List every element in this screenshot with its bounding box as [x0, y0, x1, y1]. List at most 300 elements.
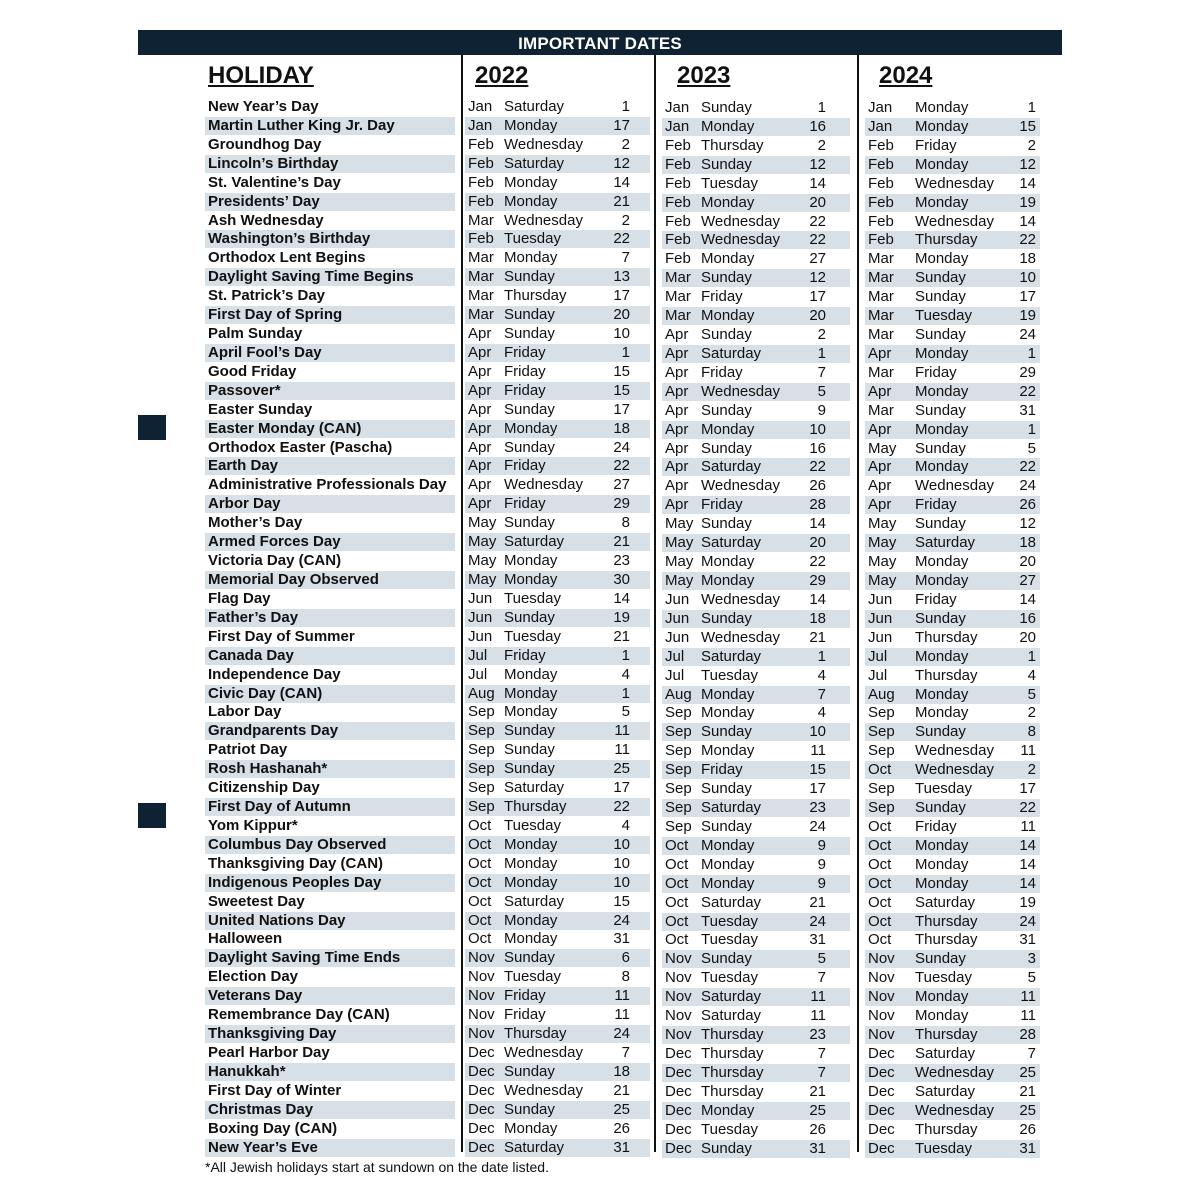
date-row: [465, 193, 650, 211]
month-cell: Mar: [665, 288, 691, 306]
month-cell: Sep: [868, 723, 895, 741]
date-row: [465, 344, 650, 362]
weekday-cell: Friday: [504, 1006, 546, 1024]
date-row: [465, 874, 650, 892]
holiday-name: Groundhog Day: [208, 135, 322, 153]
date-row: [662, 1026, 850, 1044]
weekday-cell: Sunday: [701, 269, 752, 287]
day-number-cell: 18: [613, 1062, 630, 1080]
date-row: [662, 213, 850, 231]
month-cell: Nov: [468, 1006, 495, 1024]
day-number-cell: 5: [1027, 685, 1036, 703]
date-row: [465, 136, 650, 154]
day-number-cell: 15: [613, 381, 630, 399]
month-cell: Mar: [868, 288, 894, 306]
weekday-cell: Saturday: [701, 799, 762, 817]
holiday-name: Patriot Day: [208, 741, 288, 759]
weekday-cell: Monday: [504, 571, 558, 588]
date-row: [662, 818, 850, 836]
day-number-cell: 5: [817, 950, 826, 968]
weekday-cell: Sunday: [504, 1062, 555, 1080]
date-row: [465, 1101, 650, 1119]
day-number-cell: 19: [1019, 193, 1036, 211]
day-number-cell: 5: [1027, 439, 1036, 457]
date-row: [865, 553, 1040, 571]
day-number-cell: 4: [817, 704, 826, 722]
day-number-cell: 15: [613, 892, 630, 910]
date-row: [662, 99, 850, 117]
month-cell: Jun: [868, 590, 893, 608]
date-row: [865, 288, 1040, 306]
weekday-cell: Monday: [915, 420, 969, 438]
day-number-cell: 15: [1019, 117, 1036, 135]
date-row: [662, 231, 850, 249]
day-number-cell: 11: [810, 988, 826, 1006]
day-number-cell: 7: [621, 249, 630, 267]
month-cell: Apr: [868, 458, 892, 476]
holiday-name: Indigenous Peoples Day: [205, 874, 455, 892]
weekday-cell: Monday: [701, 685, 755, 703]
day-number-cell: 24: [1019, 912, 1036, 930]
month-cell: Oct: [665, 931, 689, 949]
weekday-cell: Sunday: [915, 269, 966, 287]
month-cell: Oct: [468, 892, 492, 910]
day-number-cell: 27: [1019, 572, 1036, 589]
holiday-name: Washington’s Birthday: [205, 230, 455, 248]
month-cell: Mar: [468, 249, 494, 267]
date-row: [662, 383, 850, 401]
day-number-cell: 14: [809, 174, 826, 192]
weekday-cell: Wednesday: [915, 742, 994, 760]
holiday-name: Thanksgiving Day: [205, 1025, 455, 1043]
weekday-cell: Sunday: [701, 609, 752, 627]
weekday-cell: Wednesday: [915, 761, 994, 779]
weekday-cell: Tuesday: [504, 589, 561, 607]
day-number-cell: 21: [809, 1082, 826, 1100]
month-cell: Dec: [665, 1120, 692, 1138]
day-number-cell: 19: [1019, 307, 1036, 325]
date-row: [865, 950, 1040, 968]
day-number-cell: 21: [1019, 1082, 1036, 1100]
month-cell: Feb: [665, 136, 691, 154]
day-number-cell: 20: [809, 307, 826, 325]
date-row: [865, 477, 1040, 495]
month-cell: Apr: [468, 400, 492, 418]
day-number-cell: 22: [1019, 799, 1036, 817]
column-divider-2: [654, 55, 656, 1152]
date-row: [865, 440, 1040, 458]
holiday-name: Good Friday: [208, 362, 297, 380]
day-number-cell: 11: [614, 987, 630, 1005]
weekday-cell: Monday: [915, 250, 969, 268]
weekday-cell: Sunday: [701, 155, 752, 173]
month-cell: Dec: [468, 1119, 495, 1137]
holiday-name: First Day of Spring: [205, 306, 455, 324]
date-row: [865, 118, 1040, 136]
weekday-cell: Tuesday: [504, 230, 561, 248]
day-number-cell: 4: [1027, 666, 1036, 684]
weekday-cell: Tuesday: [504, 968, 561, 986]
day-number-cell: 11: [1020, 988, 1036, 1006]
date-row: [465, 609, 650, 627]
weekday-cell: Sunday: [701, 723, 752, 741]
weekday-cell: Saturday: [701, 344, 762, 362]
month-cell: Apr: [665, 439, 689, 457]
month-cell: Apr: [868, 420, 892, 438]
weekday-cell: Tuesday: [504, 816, 561, 834]
month-cell: Oct: [665, 836, 689, 854]
weekday-cell: Monday: [504, 1119, 558, 1137]
day-number-cell: 25: [1019, 1063, 1036, 1081]
month-cell: Dec: [665, 1045, 692, 1062]
month-cell: Dec: [868, 1101, 895, 1119]
day-number-cell: 16: [809, 439, 826, 457]
weekday-cell: Monday: [504, 249, 558, 267]
date-row: [465, 628, 650, 646]
weekday-cell: Monday: [915, 155, 969, 173]
date-row: [662, 118, 850, 136]
date-row: [465, 798, 650, 816]
month-cell: Apr: [665, 382, 689, 400]
weekday-cell: Wednesday: [504, 476, 583, 494]
day-number-cell: 7: [817, 1045, 826, 1062]
month-cell: Sep: [868, 780, 895, 798]
day-number-cell: 31: [1019, 401, 1036, 419]
weekday-cell: Sunday: [701, 1139, 752, 1157]
weekday-cell: Monday: [915, 572, 969, 589]
date-row: [465, 949, 650, 967]
month-cell: Nov: [868, 1007, 895, 1025]
month-cell: Nov: [868, 950, 895, 968]
weekday-cell: Monday: [504, 684, 558, 702]
month-cell: Apr: [868, 477, 892, 495]
date-row: [662, 761, 850, 779]
date-row: [865, 194, 1040, 212]
weekday-cell: Saturday: [701, 1007, 762, 1025]
month-cell: Nov: [665, 969, 692, 987]
date-row: [865, 402, 1040, 420]
month-cell: Jan: [665, 117, 690, 135]
weekday-cell: Sunday: [915, 609, 966, 627]
day-number-cell: 31: [1019, 1139, 1036, 1157]
month-cell: Nov: [468, 968, 495, 986]
date-row: [865, 231, 1040, 249]
date-row: [465, 703, 650, 721]
day-number-cell: 11: [614, 722, 630, 740]
weekday-cell: Wednesday: [504, 1081, 583, 1099]
weekday-cell: Saturday: [701, 893, 762, 911]
month-cell: Feb: [665, 174, 691, 192]
holiday-name: Yom Kippur*: [208, 816, 298, 834]
month-cell: Jun: [468, 608, 493, 626]
date-row: [865, 1026, 1040, 1044]
page-title-banner: IMPORTANT DATES: [138, 30, 1062, 55]
month-cell: Jun: [868, 609, 893, 627]
month-cell: Dec: [468, 1100, 495, 1118]
date-row: [465, 1044, 650, 1062]
day-number-cell: 1: [1027, 344, 1036, 362]
date-row: [865, 1083, 1040, 1101]
month-cell: Oct: [468, 835, 492, 853]
day-number-cell: 2: [621, 211, 630, 229]
date-row: [662, 345, 850, 363]
date-row: [865, 364, 1040, 382]
weekday-cell: Wednesday: [701, 212, 780, 230]
month-cell: Apr: [868, 344, 892, 362]
month-cell: Sep: [868, 742, 895, 760]
day-number-cell: 14: [613, 173, 630, 191]
weekday-cell: Monday: [915, 704, 969, 722]
footnote: *All Jewish holidays start at sundown on the date listed.: [205, 1159, 549, 1175]
month-cell: Nov: [868, 969, 895, 987]
weekday-cell: Sunday: [504, 514, 555, 532]
weekday-cell: Monday: [915, 647, 969, 665]
month-cell: Apr: [468, 457, 492, 475]
date-row: [865, 175, 1040, 193]
date-row: [465, 647, 650, 665]
day-number-cell: 28: [1019, 1026, 1036, 1044]
date-row: [865, 818, 1040, 836]
date-row: [662, 913, 850, 931]
date-row: [865, 326, 1040, 344]
month-cell: Oct: [868, 912, 892, 930]
weekday-cell: Monday: [701, 117, 755, 135]
day-number-cell: 12: [809, 155, 826, 173]
holiday-name: Memorial Day Observed: [205, 571, 455, 589]
date-row: [662, 780, 850, 798]
day-number-cell: 10: [1019, 269, 1036, 287]
date-row: [662, 515, 850, 533]
month-cell: Feb: [665, 193, 691, 211]
day-number-cell: 29: [809, 572, 826, 589]
weekday-cell: Sunday: [504, 306, 555, 324]
weekday-cell: Thursday: [915, 912, 978, 930]
weekday-cell: Thursday: [701, 1045, 764, 1062]
month-cell: May: [665, 553, 694, 571]
month-cell: Apr: [665, 477, 689, 495]
month-cell: Sep: [468, 722, 495, 740]
day-number-cell: 5: [817, 382, 826, 400]
month-cell: Nov: [665, 1007, 692, 1025]
holiday-name: St. Valentine’s Day: [208, 173, 341, 191]
weekday-cell: Tuesday: [701, 969, 758, 987]
holiday-name: Rosh Hashanah*: [205, 760, 455, 778]
day-number-cell: 9: [817, 836, 826, 854]
weekday-cell: Tuesday: [915, 780, 972, 798]
date-row: [662, 1121, 850, 1139]
date-row: [662, 156, 850, 174]
weekday-cell: Sunday: [504, 608, 555, 626]
date-row: [662, 421, 850, 439]
weekday-cell: Monday: [701, 1101, 755, 1119]
date-row: [465, 382, 650, 400]
day-number-cell: 20: [613, 306, 630, 324]
weekday-cell: Friday: [504, 457, 546, 475]
day-number-cell: 19: [1019, 893, 1036, 911]
weekday-cell: Monday: [915, 344, 969, 362]
weekday-cell: Monday: [701, 742, 755, 760]
day-number-cell: 11: [614, 741, 630, 759]
weekday-cell: Wednesday: [915, 477, 994, 495]
date-row: [662, 856, 850, 874]
date-row: [465, 230, 650, 248]
day-number-cell: 24: [613, 1025, 630, 1043]
month-cell: Feb: [468, 135, 494, 153]
weekday-cell: Friday: [504, 381, 546, 399]
date-row: [865, 99, 1040, 117]
day-number-cell: 22: [1019, 458, 1036, 476]
date-row: [865, 742, 1040, 760]
date-row: [465, 722, 650, 740]
day-number-cell: 7: [817, 363, 826, 381]
month-cell: Apr: [468, 476, 492, 494]
weekday-cell: Friday: [504, 343, 546, 361]
weekday-cell: Sunday: [915, 799, 966, 817]
holiday-name: Daylight Saving Time Begins: [205, 268, 455, 286]
month-cell: Mar: [868, 250, 894, 268]
month-cell: Apr: [665, 326, 689, 344]
date-row: [865, 1121, 1040, 1139]
date-row: [662, 496, 850, 514]
month-cell: Sep: [868, 704, 895, 722]
month-cell: May: [468, 533, 497, 551]
day-number-cell: 11: [1020, 817, 1036, 835]
weekday-cell: Saturday: [504, 98, 565, 115]
month-cell: Apr: [468, 343, 492, 361]
date-row: [465, 306, 650, 324]
month-cell: Sep: [468, 703, 495, 721]
weekday-cell: Monday: [915, 836, 969, 854]
month-cell: Feb: [665, 155, 691, 173]
weekday-cell: Tuesday: [915, 307, 972, 325]
month-cell: Sep: [665, 723, 692, 741]
date-row: [865, 667, 1040, 685]
month-cell: Sep: [665, 799, 692, 817]
holiday-name: Flag Day: [208, 589, 271, 607]
weekday-cell: Sunday: [701, 515, 752, 533]
holiday-name: First Day of Winter: [208, 1081, 342, 1099]
month-cell: Mar: [868, 269, 894, 287]
day-number-cell: 14: [1019, 874, 1036, 892]
date-row: [662, 534, 850, 552]
date-row: [465, 457, 650, 475]
weekday-cell: Saturday: [701, 647, 762, 665]
day-number-cell: 12: [809, 269, 826, 287]
month-cell: Feb: [665, 231, 691, 249]
month-cell: Oct: [468, 816, 492, 834]
date-row: [865, 1007, 1040, 1025]
date-row: [865, 988, 1040, 1006]
holiday-name: Grandparents Day: [205, 722, 455, 740]
month-cell: Sep: [665, 704, 692, 722]
date-row: [865, 1045, 1040, 1063]
day-number-cell: 24: [1019, 477, 1036, 495]
weekday-cell: Monday: [701, 553, 755, 571]
month-cell: Jan: [468, 98, 493, 115]
holiday-name: Arbor Day: [205, 495, 455, 513]
date-row: [865, 1064, 1040, 1082]
date-row: [865, 837, 1040, 855]
weekday-cell: Monday: [701, 250, 755, 268]
month-cell: Jun: [665, 628, 690, 646]
day-number-cell: 22: [809, 458, 826, 476]
day-number-cell: 8: [621, 514, 630, 532]
month-cell: Sep: [468, 798, 495, 816]
month-cell: May: [468, 571, 497, 588]
weekday-cell: Tuesday: [915, 969, 972, 987]
date-row: [865, 629, 1040, 647]
date-row: [662, 477, 850, 495]
day-number-cell: 26: [1019, 496, 1036, 514]
weekday-cell: Monday: [701, 420, 755, 438]
date-row: [662, 591, 850, 609]
date-row: [865, 421, 1040, 439]
holiday-name: Halloween: [208, 930, 283, 948]
day-number-cell: 26: [809, 477, 826, 495]
date-row: [465, 287, 650, 305]
month-cell: Apr: [468, 495, 492, 513]
holiday-name: Martin Luther King Jr. Day: [205, 117, 455, 135]
date-row: [465, 98, 650, 116]
holiday-name: Hanukkah*: [205, 1063, 455, 1081]
day-number-cell: 25: [1019, 1101, 1036, 1119]
month-cell: Mar: [868, 326, 894, 344]
day-number-cell: 10: [613, 325, 630, 343]
weekday-cell: Thursday: [701, 1082, 764, 1100]
weekday-cell: Monday: [701, 836, 755, 854]
day-number-cell: 9: [817, 855, 826, 873]
day-number-cell: 2: [621, 135, 630, 153]
date-row: [465, 590, 650, 608]
weekday-cell: Monday: [915, 855, 969, 873]
date-row: [865, 610, 1040, 628]
day-number-cell: 16: [1019, 609, 1036, 627]
weekday-cell: Sunday: [701, 950, 752, 968]
month-cell: Jul: [665, 666, 685, 684]
weekday-cell: Tuesday: [504, 627, 561, 645]
holiday-name: Christmas Day: [205, 1101, 455, 1119]
date-row: [465, 420, 650, 438]
month-cell: Mar: [665, 269, 691, 287]
date-row: [465, 1139, 650, 1157]
month-cell: Dec: [665, 1139, 692, 1157]
weekday-cell: Thursday: [915, 231, 978, 249]
holiday-name: Orthodox Easter (Pascha): [208, 438, 393, 456]
date-row: [662, 269, 850, 287]
month-cell: Mar: [868, 363, 894, 381]
weekday-cell: Friday: [915, 817, 957, 835]
day-number-cell: 14: [1019, 212, 1036, 230]
weekday-cell: Saturday: [701, 458, 762, 476]
day-number-cell: 17: [1019, 780, 1036, 798]
day-number-cell: 8: [1027, 723, 1036, 741]
weekday-cell: Sunday: [504, 949, 555, 967]
weekday-cell: Monday: [915, 193, 969, 211]
day-number-cell: 24: [1019, 326, 1036, 344]
month-cell: Nov: [868, 988, 895, 1006]
month-cell: Jun: [468, 627, 493, 645]
holiday-name: Easter Sunday: [208, 400, 313, 418]
month-cell: Oct: [868, 817, 892, 835]
date-row: [662, 364, 850, 382]
holiday-name: Administrative Professionals Day: [208, 476, 447, 494]
weekday-cell: Saturday: [915, 1082, 976, 1100]
date-row: [662, 194, 850, 212]
month-cell: Aug: [468, 684, 495, 702]
day-number-cell: 20: [809, 534, 826, 552]
day-number-cell: 2: [817, 326, 826, 344]
month-cell: Sep: [665, 761, 692, 779]
